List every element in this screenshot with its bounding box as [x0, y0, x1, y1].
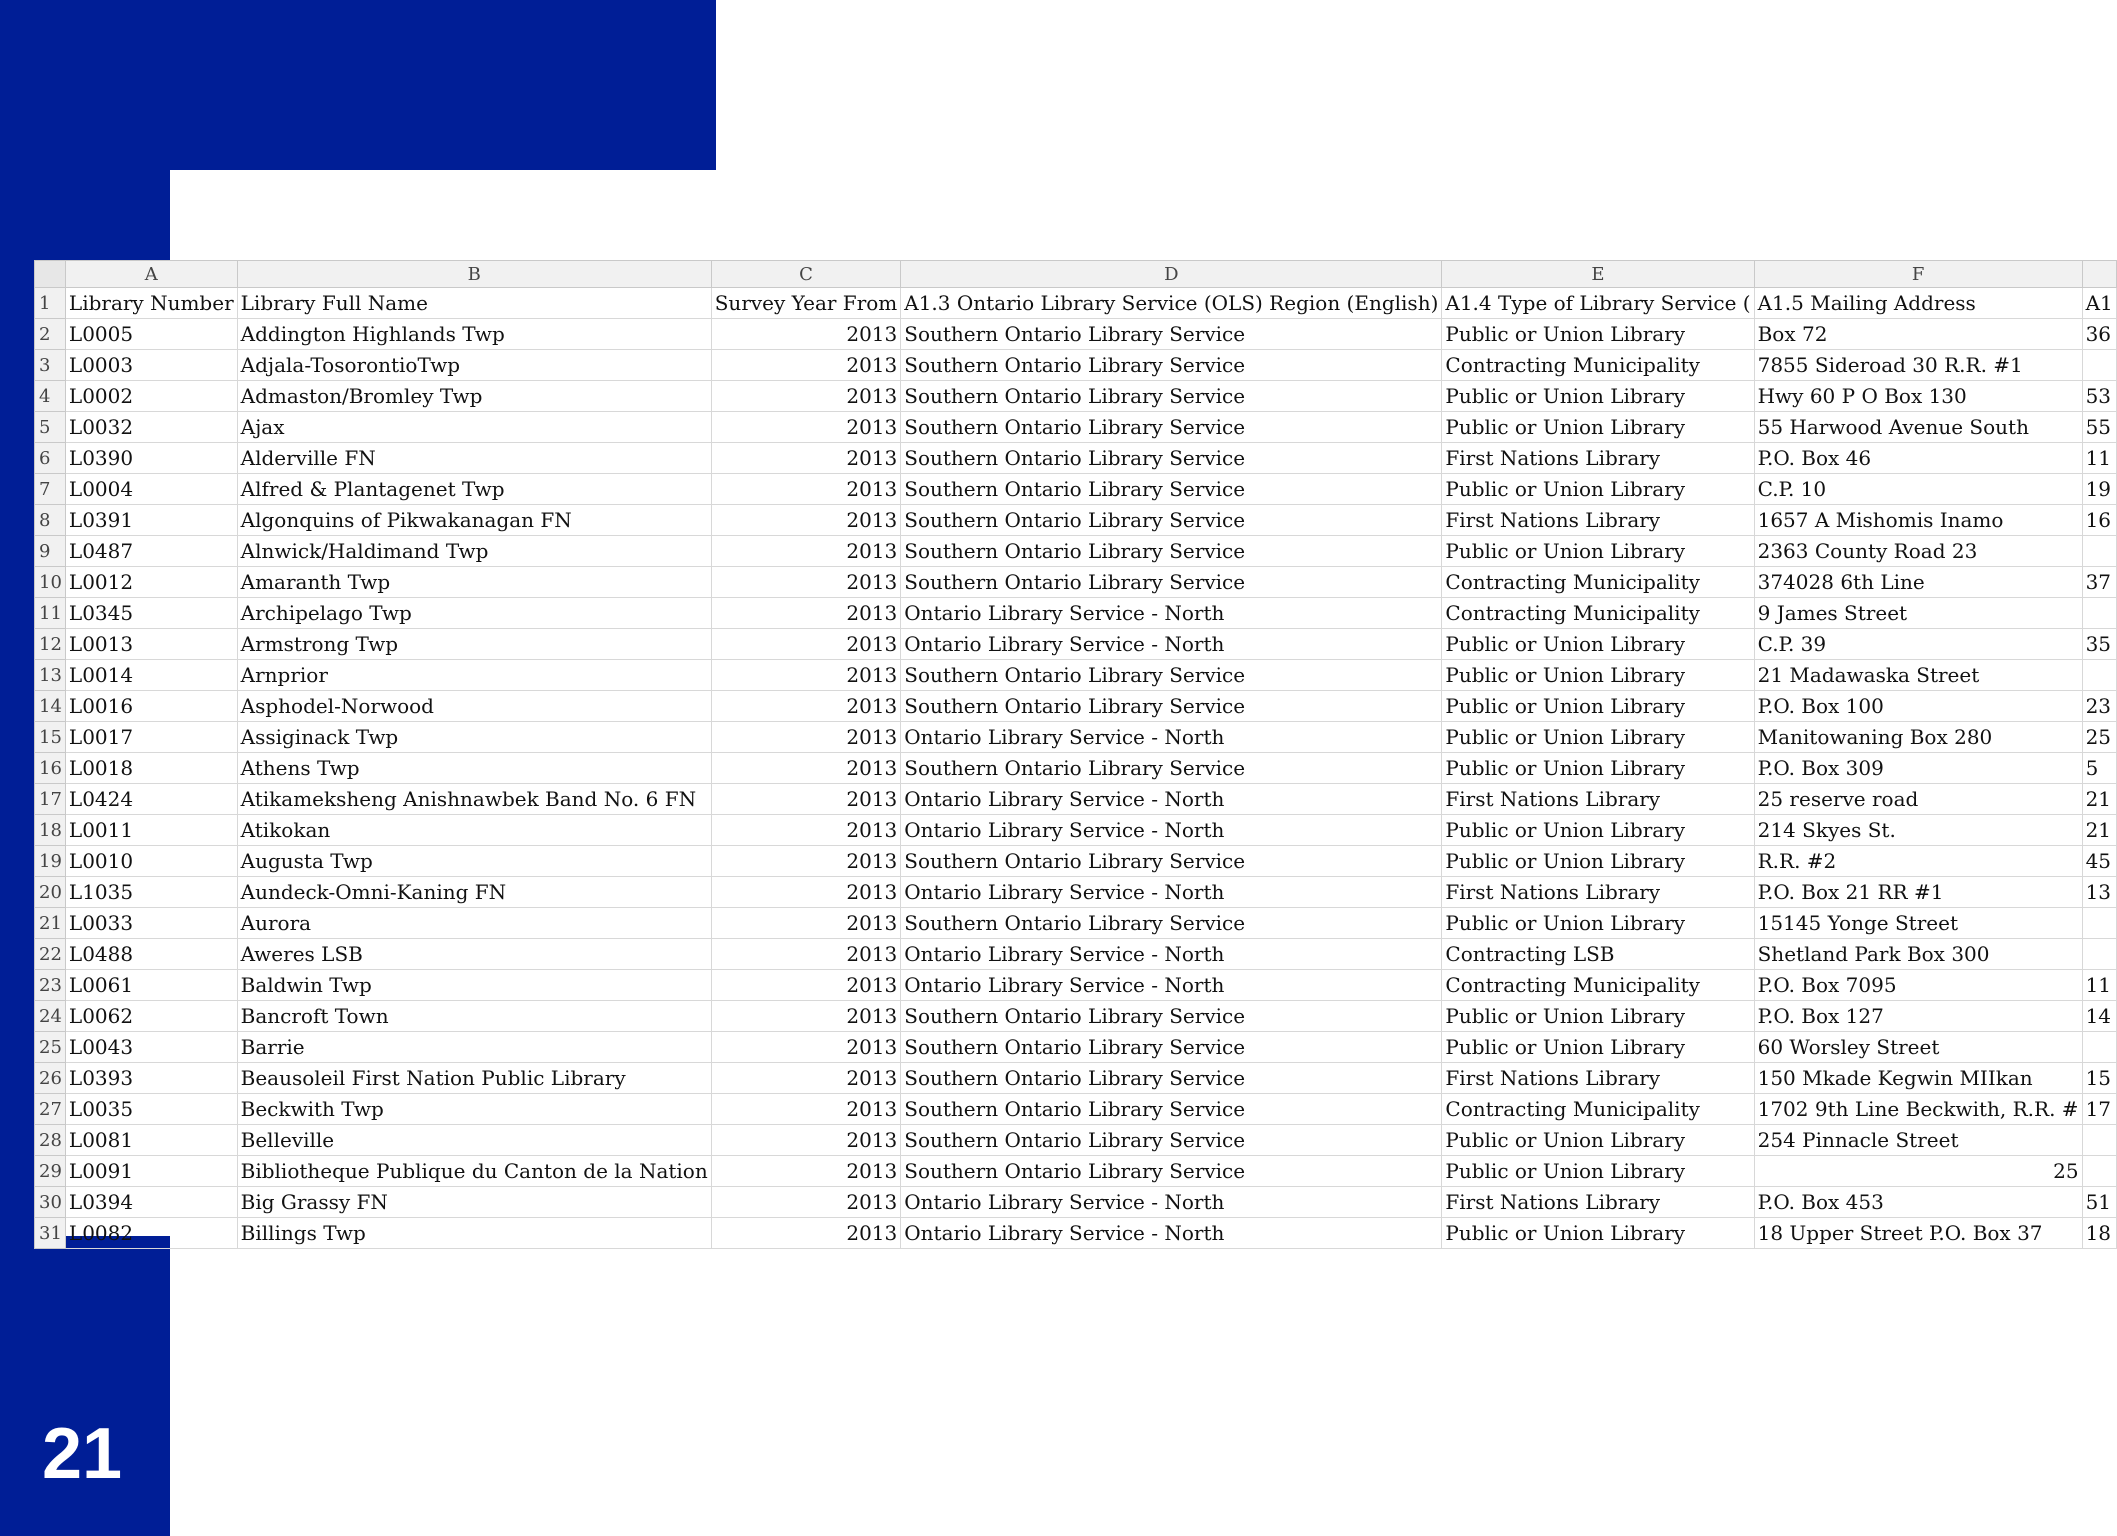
cell-library-number[interactable]: L0391	[65, 505, 237, 536]
cell-next-column[interactable]: 36	[2082, 319, 2116, 350]
cell-mailing-address[interactable]: P.O. Box 453	[1754, 1187, 2082, 1218]
header-row	[35, 288, 2117, 319]
table-row	[35, 939, 2117, 970]
cell-next-column[interactable]: 21	[2082, 784, 2116, 815]
cell-library-number[interactable]: L0016	[65, 691, 237, 722]
row-number[interactable]: 21	[35, 908, 66, 939]
cell-library-full-name[interactable]: Beausoleil First Nation Public Library	[237, 1063, 711, 1094]
cell-ols-region[interactable]: Ontario Library Service - North	[901, 722, 1442, 753]
cell-next-column[interactable]: 25	[2082, 722, 2116, 753]
cell-survey-year[interactable]: 2013	[711, 319, 901, 350]
cell-mailing-address[interactable]: 15145 Yonge Street	[1754, 908, 2082, 939]
cell-library-full-name[interactable]: Alnwick/Haldimand Twp	[237, 536, 711, 567]
spreadsheet-screenshot	[34, 260, 2113, 1245]
cell-next-column[interactable]: 51	[2082, 1187, 2116, 1218]
cell-next-column[interactable]	[2082, 908, 2116, 939]
cell-mailing-address[interactable]: 60 Worsley Street	[1754, 1032, 2082, 1063]
table-row	[35, 1125, 2117, 1156]
cell-library-full-name[interactable]: Bancroft Town	[237, 1001, 711, 1032]
cell-survey-year[interactable]: 2013	[711, 474, 901, 505]
cell-library-number[interactable]: L0013	[65, 629, 237, 660]
cell-library-number[interactable]: L0081	[65, 1125, 237, 1156]
cell-library-type[interactable]: Public or Union Library	[1442, 691, 1754, 722]
cell-library-type[interactable]: Contracting Municipality	[1442, 970, 1754, 1001]
cell-next-column[interactable]: 15	[2082, 1063, 2116, 1094]
cell-library-type[interactable]: Contracting Municipality	[1442, 350, 1754, 381]
cell-ols-region[interactable]: Southern Ontario Library Service	[901, 1032, 1442, 1063]
cell-survey-year[interactable]: 2013	[711, 660, 901, 691]
cell-ols-region[interactable]: Southern Ontario Library Service	[901, 474, 1442, 505]
column-header-f[interactable]: F	[1754, 261, 2082, 288]
cell-survey-year[interactable]: 2013	[711, 877, 901, 908]
cell-library-number[interactable]: L0393	[65, 1063, 237, 1094]
cell-mailing-address[interactable]: 254 Pinnacle Street	[1754, 1125, 2082, 1156]
cell-survey-year[interactable]: 2013	[711, 567, 901, 598]
cell-library-number[interactable]: L0345	[65, 598, 237, 629]
header-cell-library-full-name[interactable]: Library Full Name	[237, 288, 711, 319]
cell-library-number[interactable]: L0035	[65, 1094, 237, 1125]
cell-mailing-address[interactable]: P.O. Box 309	[1754, 753, 2082, 784]
cell-ols-region[interactable]: Southern Ontario Library Service	[901, 846, 1442, 877]
cell-mailing-address[interactable]: C.P. 39	[1754, 629, 2082, 660]
table-row	[35, 1063, 2117, 1094]
row-number[interactable]: 13	[35, 660, 66, 691]
cell-library-type[interactable]: Public or Union Library	[1442, 1032, 1754, 1063]
table-row	[35, 474, 2117, 505]
cell-library-full-name[interactable]: Belleville	[237, 1125, 711, 1156]
table-row	[35, 381, 2117, 412]
cell-ols-region[interactable]: Southern Ontario Library Service	[901, 350, 1442, 381]
spreadsheet-grid	[34, 260, 2117, 1249]
cell-ols-region[interactable]: Southern Ontario Library Service	[901, 319, 1442, 350]
cell-library-type[interactable]: Public or Union Library	[1442, 908, 1754, 939]
cell-library-full-name[interactable]: Atikameksheng Anishnawbek Band No. 6 FN	[237, 784, 711, 815]
cell-ols-region[interactable]: Southern Ontario Library Service	[901, 1001, 1442, 1032]
cell-library-type[interactable]: Public or Union Library	[1442, 722, 1754, 753]
table-row	[35, 536, 2117, 567]
row-number[interactable]: 19	[35, 846, 66, 877]
table-row	[35, 1187, 2117, 1218]
cell-ols-region[interactable]: Ontario Library Service - North	[901, 939, 1442, 970]
cell-survey-year[interactable]: 2013	[711, 939, 901, 970]
cell-survey-year[interactable]: 2013	[711, 815, 901, 846]
cell-ols-region[interactable]: Southern Ontario Library Service	[901, 753, 1442, 784]
cell-next-column[interactable]: 5	[2082, 753, 2116, 784]
cell-ols-region[interactable]: Ontario Library Service - North	[901, 629, 1442, 660]
row-number[interactable]: 8	[35, 505, 66, 536]
column-header-g[interactable]	[2082, 261, 2116, 288]
cell-next-column[interactable]: 19	[2082, 474, 2116, 505]
table-row	[35, 1094, 2117, 1125]
row-number[interactable]: 24	[35, 1001, 66, 1032]
cell-library-full-name[interactable]: Athens Twp	[237, 753, 711, 784]
cell-library-type[interactable]: Public or Union Library	[1442, 536, 1754, 567]
row-number[interactable]: 15	[35, 722, 66, 753]
cell-library-full-name[interactable]: Aundeck-Omni-Kaning FN	[237, 877, 711, 908]
cell-library-full-name[interactable]: Armstrong Twp	[237, 629, 711, 660]
cell-ols-region[interactable]: Ontario Library Service - North	[901, 815, 1442, 846]
row-number[interactable]: 29	[35, 1156, 66, 1187]
cell-library-full-name[interactable]: Alderville FN	[237, 443, 711, 474]
cell-ols-region[interactable]: Ontario Library Service - North	[901, 1187, 1442, 1218]
row-number[interactable]: 2	[35, 319, 66, 350]
cell-ols-region[interactable]: Southern Ontario Library Service	[901, 381, 1442, 412]
cell-survey-year[interactable]: 2013	[711, 1156, 901, 1187]
cell-ols-region[interactable]: Ontario Library Service - North	[901, 1218, 1442, 1249]
cell-library-number[interactable]: L0003	[65, 350, 237, 381]
cell-survey-year[interactable]: 2013	[711, 1001, 901, 1032]
cell-library-full-name[interactable]: Aweres LSB	[237, 939, 711, 970]
cell-ols-region[interactable]: Ontario Library Service - North	[901, 970, 1442, 1001]
cell-ols-region[interactable]: Southern Ontario Library Service	[901, 908, 1442, 939]
column-header-b[interactable]: B	[237, 261, 711, 288]
cell-mailing-address[interactable]: 25	[1754, 1156, 2082, 1187]
table-row	[35, 784, 2117, 815]
cell-next-column[interactable]: 45	[2082, 846, 2116, 877]
row-number[interactable]: 31	[35, 1218, 66, 1249]
cell-survey-year[interactable]: 2013	[711, 505, 901, 536]
cell-library-type[interactable]: Public or Union Library	[1442, 1001, 1754, 1032]
cell-survey-year[interactable]: 2013	[711, 536, 901, 567]
cell-library-number[interactable]: L0033	[65, 908, 237, 939]
table-row	[35, 970, 2117, 1001]
cell-survey-year[interactable]: 2013	[711, 412, 901, 443]
cell-survey-year[interactable]: 2013	[711, 443, 901, 474]
cell-mailing-address[interactable]: 9 James Street	[1754, 598, 2082, 629]
cell-next-column[interactable]	[2082, 1125, 2116, 1156]
cell-next-column[interactable]: 53	[2082, 381, 2116, 412]
cell-ols-region[interactable]: Ontario Library Service - North	[901, 784, 1442, 815]
row-number[interactable]: 17	[35, 784, 66, 815]
cell-mailing-address[interactable]: Manitowaning Box 280	[1754, 722, 2082, 753]
cell-next-column[interactable]	[2082, 660, 2116, 691]
cell-mailing-address[interactable]: 2363 County Road 23	[1754, 536, 2082, 567]
cell-library-number[interactable]: L0082	[65, 1218, 237, 1249]
cell-next-column[interactable]: 11	[2082, 970, 2116, 1001]
cell-library-type[interactable]: First Nations Library	[1442, 1187, 1754, 1218]
table-row	[35, 567, 2117, 598]
cell-library-number[interactable]: L0091	[65, 1156, 237, 1187]
cell-ols-region[interactable]: Southern Ontario Library Service	[901, 443, 1442, 474]
cell-next-column[interactable]	[2082, 939, 2116, 970]
cell-next-column[interactable]: 55	[2082, 412, 2116, 443]
row-number[interactable]: 10	[35, 567, 66, 598]
row-number[interactable]: 28	[35, 1125, 66, 1156]
cell-library-full-name[interactable]: Baldwin Twp	[237, 970, 711, 1001]
row-number[interactable]: 6	[35, 443, 66, 474]
column-header-d[interactable]: D	[901, 261, 1442, 288]
cell-mailing-address[interactable]: 1702 9th Line Beckwith, R.R. #	[1754, 1094, 2082, 1125]
cell-ols-region[interactable]: Southern Ontario Library Service	[901, 567, 1442, 598]
cell-library-number[interactable]: L0424	[65, 784, 237, 815]
cell-library-number[interactable]: L0394	[65, 1187, 237, 1218]
cell-mailing-address[interactable]: P.O. Box 127	[1754, 1001, 2082, 1032]
row-number[interactable]: 4	[35, 381, 66, 412]
cell-mailing-address[interactable]: 21 Madawaska Street	[1754, 660, 2082, 691]
cell-next-column[interactable]: 21	[2082, 815, 2116, 846]
cell-library-number[interactable]: L0018	[65, 753, 237, 784]
cell-library-number[interactable]: L1035	[65, 877, 237, 908]
cell-mailing-address[interactable]: Hwy 60 P O Box 130	[1754, 381, 2082, 412]
cell-library-full-name[interactable]: Alfred & Plantagenet Twp	[237, 474, 711, 505]
cell-next-column[interactable]: 23	[2082, 691, 2116, 722]
cell-ols-region[interactable]: Southern Ontario Library Service	[901, 536, 1442, 567]
row-number[interactable]: 5	[35, 412, 66, 443]
cell-mailing-address[interactable]: P.O. Box 21 RR #1	[1754, 877, 2082, 908]
cell-ols-region[interactable]: Southern Ontario Library Service	[901, 412, 1442, 443]
cell-next-column[interactable]	[2082, 1032, 2116, 1063]
cell-mailing-address[interactable]: 18 Upper Street P.O. Box 37	[1754, 1218, 2082, 1249]
cell-library-type[interactable]: Public or Union Library	[1442, 846, 1754, 877]
row-number[interactable]: 9	[35, 536, 66, 567]
cell-library-full-name[interactable]: Atikokan	[237, 815, 711, 846]
cell-library-full-name[interactable]: Adjala-TosorontioTwp	[237, 350, 711, 381]
header-cell-survey-year-from[interactable]: Survey Year From	[711, 288, 901, 319]
cell-library-type[interactable]: Public or Union Library	[1442, 1125, 1754, 1156]
table-row	[35, 691, 2117, 722]
row-number[interactable]: 18	[35, 815, 66, 846]
header-cell-type-of-library-service[interactable]: A1.4 Type of Library Service (	[1442, 288, 1754, 319]
cell-library-type[interactable]: Public or Union Library	[1442, 660, 1754, 691]
cell-library-number[interactable]: L0061	[65, 970, 237, 1001]
cell-survey-year[interactable]: 2013	[711, 970, 901, 1001]
header-cell-ols-region[interactable]: A1.3 Ontario Library Service (OLS) Region (English)	[901, 288, 1442, 319]
cell-library-number[interactable]: L0012	[65, 567, 237, 598]
cell-library-number[interactable]: L0390	[65, 443, 237, 474]
cell-library-number[interactable]: L0017	[65, 722, 237, 753]
row-number[interactable]: 25	[35, 1032, 66, 1063]
cell-ols-region[interactable]: Southern Ontario Library Service	[901, 660, 1442, 691]
cell-next-column[interactable]: 35	[2082, 629, 2116, 660]
cell-next-column[interactable]: 37	[2082, 567, 2116, 598]
table-row	[35, 319, 2117, 350]
cell-library-full-name[interactable]: Ajax	[237, 412, 711, 443]
table-row	[35, 1001, 2117, 1032]
cell-survey-year[interactable]: 2013	[711, 598, 901, 629]
cell-mailing-address[interactable]: 25 reserve road	[1754, 784, 2082, 815]
cell-library-type[interactable]: Public or Union Library	[1442, 412, 1754, 443]
cell-library-full-name[interactable]: Admaston/Bromley Twp	[237, 381, 711, 412]
cell-library-full-name[interactable]: Algonquins of Pikwakanagan FN	[237, 505, 711, 536]
cell-library-full-name[interactable]: Beckwith Twp	[237, 1094, 711, 1125]
cell-library-number[interactable]: L0043	[65, 1032, 237, 1063]
cell-next-column[interactable]	[2082, 536, 2116, 567]
cell-ols-region[interactable]: Southern Ontario Library Service	[901, 505, 1442, 536]
cell-library-type[interactable]: Public or Union Library	[1442, 815, 1754, 846]
cell-next-column[interactable]	[2082, 1156, 2116, 1187]
row-number[interactable]: 3	[35, 350, 66, 381]
cell-survey-year[interactable]: 2013	[711, 908, 901, 939]
cell-survey-year[interactable]: 2013	[711, 846, 901, 877]
cell-library-type[interactable]: First Nations Library	[1442, 877, 1754, 908]
cell-ols-region[interactable]: Ontario Library Service - North	[901, 877, 1442, 908]
cell-library-type[interactable]: Public or Union Library	[1442, 319, 1754, 350]
cell-library-type[interactable]: First Nations Library	[1442, 505, 1754, 536]
column-header-row	[35, 261, 2117, 288]
table-row	[35, 505, 2117, 536]
header-cell-library-number[interactable]: Library Number	[65, 288, 237, 319]
table-row	[35, 1032, 2117, 1063]
table-row	[35, 753, 2117, 784]
row-number[interactable]: 12	[35, 629, 66, 660]
cell-library-type[interactable]: Public or Union Library	[1442, 753, 1754, 784]
cell-survey-year[interactable]: 2013	[711, 691, 901, 722]
table-row	[35, 908, 2117, 939]
cell-survey-year[interactable]: 2013	[711, 1125, 901, 1156]
cell-library-number[interactable]: L0005	[65, 319, 237, 350]
cell-mailing-address[interactable]: Box 72	[1754, 319, 2082, 350]
table-row	[35, 846, 2117, 877]
cell-library-number[interactable]: L0487	[65, 536, 237, 567]
cell-library-full-name[interactable]: Amaranth Twp	[237, 567, 711, 598]
row-number[interactable]: 22	[35, 939, 66, 970]
cell-mailing-address[interactable]: 55 Harwood Avenue South	[1754, 412, 2082, 443]
row-number[interactable]: 26	[35, 1063, 66, 1094]
table-row	[35, 443, 2117, 474]
row-number[interactable]: 20	[35, 877, 66, 908]
cell-survey-year[interactable]: 2013	[711, 722, 901, 753]
cell-next-column[interactable]	[2082, 598, 2116, 629]
cell-library-full-name[interactable]: Barrie	[237, 1032, 711, 1063]
row-number[interactable]: 30	[35, 1187, 66, 1218]
column-header-e[interactable]: E	[1442, 261, 1754, 288]
cell-ols-region[interactable]: Southern Ontario Library Service	[901, 1094, 1442, 1125]
cell-library-type[interactable]: First Nations Library	[1442, 443, 1754, 474]
cell-library-number[interactable]: L0002	[65, 381, 237, 412]
cell-library-type[interactable]: Contracting LSB	[1442, 939, 1754, 970]
cell-ols-region[interactable]: Southern Ontario Library Service	[901, 1156, 1442, 1187]
cell-mailing-address[interactable]: R.R. #2	[1754, 846, 2082, 877]
cell-survey-year[interactable]: 2013	[711, 381, 901, 412]
cell-next-column[interactable]: 18	[2082, 1218, 2116, 1249]
column-header-a[interactable]: A	[65, 261, 237, 288]
header-cell-next-column[interactable]: A1	[2082, 288, 2116, 319]
cell-mailing-address[interactable]: P.O. Box 100	[1754, 691, 2082, 722]
table-row	[35, 412, 2117, 443]
table-row	[35, 1218, 2117, 1249]
cell-library-number[interactable]: L0011	[65, 815, 237, 846]
cell-library-full-name[interactable]: Aurora	[237, 908, 711, 939]
cell-library-number[interactable]: L0004	[65, 474, 237, 505]
table-row	[35, 350, 2117, 381]
cell-library-type[interactable]: First Nations Library	[1442, 1063, 1754, 1094]
cell-library-type[interactable]: Public or Union Library	[1442, 1156, 1754, 1187]
row-number[interactable]: 27	[35, 1094, 66, 1125]
cell-survey-year[interactable]: 2013	[711, 753, 901, 784]
row-number[interactable]: 7	[35, 474, 66, 505]
cell-mailing-address[interactable]: P.O. Box 7095	[1754, 970, 2082, 1001]
row-number[interactable]: 16	[35, 753, 66, 784]
cell-library-full-name[interactable]: Asphodel-Norwood	[237, 691, 711, 722]
cell-mailing-address[interactable]: C.P. 10	[1754, 474, 2082, 505]
cell-library-type[interactable]: Contracting Municipality	[1442, 598, 1754, 629]
cell-mailing-address[interactable]: 214 Skyes St.	[1754, 815, 2082, 846]
cell-library-full-name[interactable]: Arnprior	[237, 660, 711, 691]
cell-library-number[interactable]: L0062	[65, 1001, 237, 1032]
cell-library-type[interactable]: Public or Union Library	[1442, 1218, 1754, 1249]
cell-next-column[interactable]: 17	[2082, 1094, 2116, 1125]
cell-survey-year[interactable]: 2013	[711, 1032, 901, 1063]
table-row	[35, 1156, 2117, 1187]
row-number[interactable]: 1	[35, 288, 66, 319]
column-header-c[interactable]: C	[711, 261, 901, 288]
cell-next-column[interactable]: 16	[2082, 505, 2116, 536]
cell-survey-year[interactable]: 2013	[711, 1094, 901, 1125]
cell-library-type[interactable]: First Nations Library	[1442, 784, 1754, 815]
cell-mailing-address[interactable]: 1657 A Mishomis Inamo	[1754, 505, 2082, 536]
cell-survey-year[interactable]: 2013	[711, 350, 901, 381]
cell-survey-year[interactable]: 2013	[711, 784, 901, 815]
cell-ols-region[interactable]: Southern Ontario Library Service	[901, 1063, 1442, 1094]
cell-library-full-name[interactable]: Addington Highlands Twp	[237, 319, 711, 350]
cell-library-full-name[interactable]: Archipelago Twp	[237, 598, 711, 629]
cell-mailing-address[interactable]: 7855 Sideroad 30 R.R. #1	[1754, 350, 2082, 381]
cell-next-column[interactable]: 13	[2082, 877, 2116, 908]
cell-survey-year[interactable]: 2013	[711, 1218, 901, 1249]
header-cell-mailing-address[interactable]: A1.5 Mailing Address	[1754, 288, 2082, 319]
cell-library-full-name[interactable]: Augusta Twp	[237, 846, 711, 877]
table-row	[35, 877, 2117, 908]
cell-survey-year[interactable]: 2013	[711, 1187, 901, 1218]
cell-mailing-address[interactable]: 150 Mkade Kegwin MIIkan	[1754, 1063, 2082, 1094]
slide-number: 21	[42, 1414, 123, 1494]
cell-library-type[interactable]: Public or Union Library	[1442, 381, 1754, 412]
cell-library-number[interactable]: L0010	[65, 846, 237, 877]
cell-library-type[interactable]: Public or Union Library	[1442, 474, 1754, 505]
cell-library-type[interactable]: Contracting Municipality	[1442, 1094, 1754, 1125]
cell-library-full-name[interactable]: Big Grassy FN	[237, 1187, 711, 1218]
cell-library-type[interactable]: Public or Union Library	[1442, 629, 1754, 660]
cell-library-number[interactable]: L0032	[65, 412, 237, 443]
cell-survey-year[interactable]: 2013	[711, 1063, 901, 1094]
cell-library-full-name[interactable]: Billings Twp	[237, 1218, 711, 1249]
table-row	[35, 722, 2117, 753]
cell-mailing-address[interactable]: P.O. Box 46	[1754, 443, 2082, 474]
cell-library-number[interactable]: L0014	[65, 660, 237, 691]
cell-next-column[interactable]: 14	[2082, 1001, 2116, 1032]
cell-next-column[interactable]: 11	[2082, 443, 2116, 474]
table-row	[35, 660, 2117, 691]
row-number[interactable]: 14	[35, 691, 66, 722]
cell-survey-year[interactable]: 2013	[711, 629, 901, 660]
cell-library-full-name[interactable]: Bibliotheque Publique du Canton de la Nation	[237, 1156, 711, 1187]
cell-ols-region[interactable]: Southern Ontario Library Service	[901, 1125, 1442, 1156]
row-number[interactable]: 23	[35, 970, 66, 1001]
cell-library-full-name[interactable]: Assiginack Twp	[237, 722, 711, 753]
cell-library-type[interactable]: Contracting Municipality	[1442, 567, 1754, 598]
cell-ols-region[interactable]: Southern Ontario Library Service	[901, 691, 1442, 722]
row-number[interactable]: 11	[35, 598, 66, 629]
cell-mailing-address[interactable]: Shetland Park Box 300	[1754, 939, 2082, 970]
cell-mailing-address[interactable]: 374028 6th Line	[1754, 567, 2082, 598]
table-row	[35, 598, 2117, 629]
cell-next-column[interactable]	[2082, 350, 2116, 381]
cell-ols-region[interactable]: Ontario Library Service - North	[901, 598, 1442, 629]
table-row	[35, 815, 2117, 846]
cell-library-number[interactable]: L0488	[65, 939, 237, 970]
table-row	[35, 629, 2117, 660]
select-all-corner[interactable]	[35, 261, 66, 288]
